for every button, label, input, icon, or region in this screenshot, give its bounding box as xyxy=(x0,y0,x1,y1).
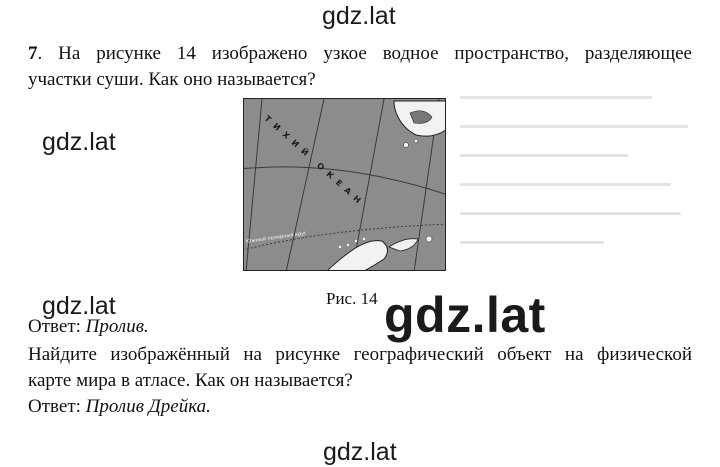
answer-2 xyxy=(28,395,692,419)
watermark-left-2: gdz.lat xyxy=(42,292,116,320)
task-2-line-2: карте мира в атласе. Как он называется? xyxy=(28,370,353,391)
strait-map xyxy=(244,99,446,271)
answer-2-prefix: Ответ: xyxy=(28,396,86,417)
map-label-circle: Южный полярный круг xyxy=(245,230,308,245)
map-label-ocean: ТИХИЙ ОКЕАН xyxy=(262,113,367,209)
faded-background-text xyxy=(460,96,700,286)
answer-2-value: Пролив Дрейка. xyxy=(85,396,211,417)
answer-1-prefix: Ответ: xyxy=(28,316,86,337)
task-2-line-1: Найдите изображённый на рисунке географический объект на физической xyxy=(28,344,692,365)
watermark-left: gdz.lat xyxy=(42,128,116,156)
question-number: 7 xyxy=(28,43,38,64)
watermark-big: gdz.lat xyxy=(384,287,546,343)
answer-1 xyxy=(28,315,692,339)
question-text-1: . На рисунке 14 изображено узкое водное пространство, разделяющее xyxy=(37,43,692,64)
answer-1-value: Пролив. xyxy=(85,316,149,337)
map-figure xyxy=(243,98,446,271)
watermark-top: gdz.lat xyxy=(322,2,396,30)
figure-caption: Рис. 14 xyxy=(326,289,378,308)
question-line-2: участки суши. Как оно называется? xyxy=(28,69,316,90)
question-line-1 xyxy=(28,42,692,66)
watermark-bottom: gdz.lat xyxy=(323,438,397,466)
